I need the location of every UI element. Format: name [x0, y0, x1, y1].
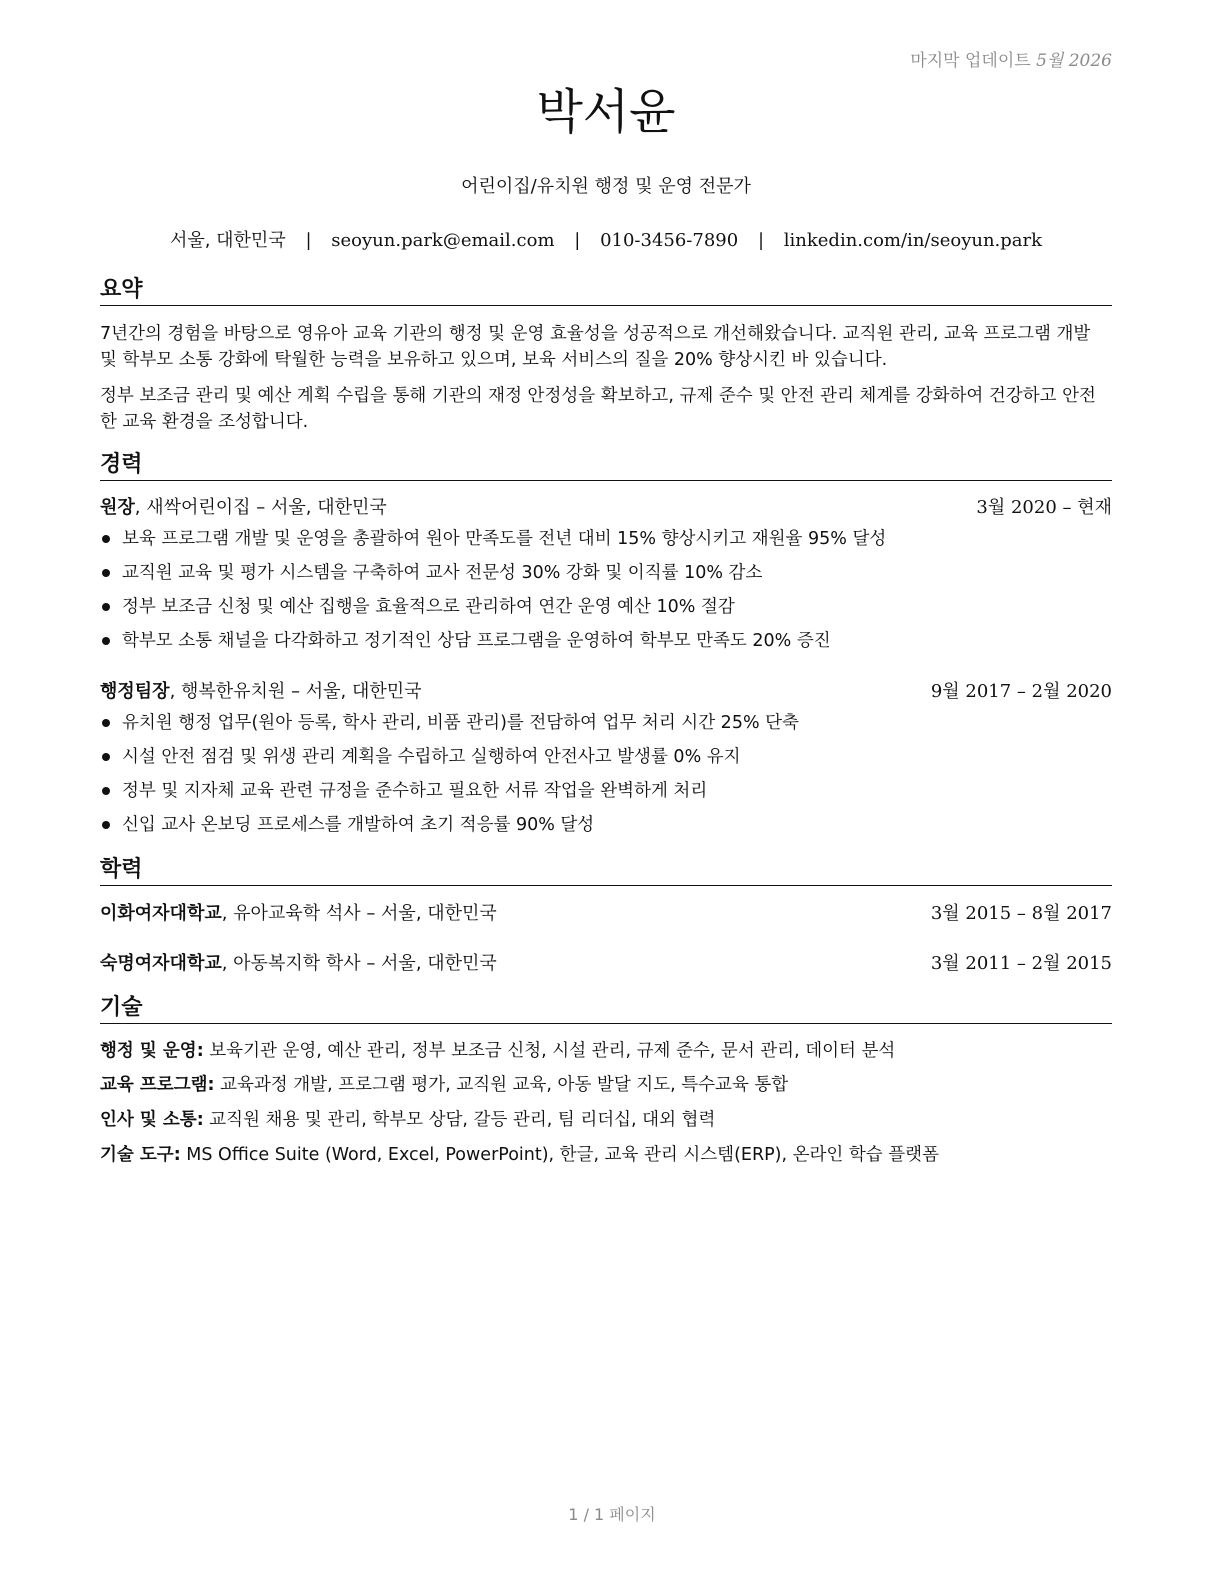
bullet-icon: [102, 569, 110, 577]
list-item: [100, 628, 1112, 662]
contact-separator: |: [574, 230, 581, 251]
bullet-text: 정부 및 지자체 교육 관련 규정을 준수하고 필요한 서류 작업을 완벽하게 처리: [122, 781, 708, 801]
contact-location: 서울, 대한민국: [169, 230, 286, 251]
bullet-text: 교직원 교육 및 평가 시스템을 구축하여 교사 전문성 30% 강화 및 이직률 10% 감소: [122, 563, 763, 583]
bullet-icon: [102, 753, 110, 761]
last-updated: [910, 46, 1112, 71]
last-updated-label: 마지막 업데이트: [910, 51, 1031, 71]
skill-value: 교직원 채용 및 관리, 학부모 상담, 갈등 관리, 팀 리더십, 대외 협력: [203, 1110, 716, 1130]
job-bullets: [100, 526, 1112, 662]
summary-paragraph: 정부 보조금 관리 및 예산 계획 수립을 통해 기관의 재정 안정성을 확보하고, 규제 준수 및 안전 관리 체계를 강화하여 건강하고 안전한 교육 환경을 조성합니다.: [100, 386, 1096, 432]
summary-paragraph: 7년간의 경험을 바탕으로 영유아 교육 기관의 행정 및 운영 효율성을 성공적으로 개선해왔습니다. 교직원 관리, 교육 프로그램 개발 및 학부모 소통 강화에 탁월한 능력을 보유하고 있으며, 보육 서비스의 질을 20% 향상시킨 바 있습니다.: [100, 324, 1091, 370]
bullet-icon: [102, 719, 110, 727]
contact-separator: |: [305, 230, 312, 251]
skill-label: 기술 도구:: [100, 1145, 181, 1165]
contact-linkedin[interactable]: linkedin.com/in/seoyun.park: [783, 230, 1043, 251]
bullet-text: 학부모 소통 채널을 다각화하고 정기적인 상담 프로그램을 운영하여 학부모 만족도 20% 증진: [122, 631, 831, 651]
section-heading-education: 학력: [100, 856, 1112, 886]
skill-row: [100, 1107, 1112, 1133]
job-header: [100, 679, 1112, 705]
job-header: [100, 495, 1112, 521]
skill-label: 행정 및 운영:: [100, 1041, 204, 1061]
list-item: [100, 526, 1112, 560]
contact-separator: |: [757, 230, 765, 251]
education-dates: 3월 2015 – 8월 2017: [930, 903, 1112, 924]
bullet-icon: [102, 535, 110, 543]
list-item: [100, 744, 1112, 778]
job-title: 어린이집/유치원 행정 및 운영 전문가: [461, 176, 751, 197]
skill-value: MS Office Suite (Word, Excel, PowerPoint), 한글, 교육 관리 시스템(ERP), 온라인 학습 플랫폼: [180, 1145, 939, 1165]
job-role: 원장: [100, 497, 135, 518]
skill-row: [100, 1142, 1112, 1168]
bullet-text: 보육 프로그램 개발 및 운영을 총괄하여 원아 만족도를 전년 대비 15% 향상시키고 재원율 95% 달성: [122, 529, 887, 549]
contact-email[interactable]: seoyun.park@email.com: [331, 230, 555, 251]
resume-page: [100, 0, 1112, 1584]
bullet-icon: [102, 637, 110, 645]
job-bullets: [100, 710, 1112, 846]
school-name: 숙명여자대학교: [100, 953, 222, 974]
skill-label: 인사 및 소통:: [100, 1110, 204, 1130]
list-item: [100, 778, 1112, 812]
job-org: , 행복한유치원 – 서울, 대한민국: [169, 681, 422, 702]
education-item: [100, 951, 1112, 977]
skill-value: 교육과정 개발, 프로그램 평가, 교직원 교육, 아동 발달 지도, 특수교육 통합: [214, 1075, 789, 1095]
skill-label: 교육 프로그램:: [100, 1075, 215, 1095]
education-item: [100, 901, 1112, 927]
skill-row: [100, 1038, 1112, 1064]
degree-detail: , 아동복지학 학사 – 서울, 대한민국: [221, 953, 497, 974]
degree-detail: , 유아교육학 석사 – 서울, 대한민국: [221, 903, 497, 924]
list-item: [100, 560, 1112, 594]
person-name: 박서윤: [536, 84, 676, 140]
page-number: 1 / 1 페이지: [568, 1505, 656, 1524]
bullet-text: 정부 보조금 신청 및 예산 집행을 효율적으로 관리하여 연간 운영 예산 10% 절감: [122, 597, 735, 617]
section-heading-summary: 요약: [100, 276, 1112, 306]
job-dates: 9월 2017 – 2월 2020: [930, 681, 1112, 702]
bullet-icon: [102, 603, 110, 611]
list-item: [100, 812, 1112, 846]
contact-phone: 010-3456-7890: [600, 230, 739, 251]
bullet-icon: [102, 821, 110, 829]
job-role: 행정팀장: [100, 681, 170, 702]
last-updated-date: 5월 2026: [1036, 51, 1112, 71]
bullet-text: 유치원 행정 업무(원아 등록, 학사 관리, 비품 관리)를 전담하여 업무 처리 시간 25% 단축: [122, 713, 799, 733]
skill-row: [100, 1072, 1112, 1098]
section-heading-skills: 기술: [100, 994, 1112, 1024]
bullet-text: 시설 안전 점검 및 위생 관리 계획을 수립하고 실행하여 안전사고 발생률 0% 유지: [122, 747, 741, 767]
list-item: [100, 594, 1112, 628]
job-dates: 3월 2020 – 현재: [976, 497, 1112, 518]
list-item: [100, 710, 1112, 744]
bullet-text: 신입 교사 온보딩 프로세스를 개발하여 초기 적응률 90% 달성: [122, 815, 595, 835]
education-dates: 3월 2011 – 2월 2015: [930, 953, 1112, 974]
job-org: , 새싹어린이집 – 서울, 대한민국: [134, 497, 387, 518]
school-name: 이화여자대학교: [100, 903, 222, 924]
section-heading-experience: 경력: [100, 451, 1112, 481]
skill-value: 보육기관 운영, 예산 관리, 정부 보조금 신청, 시설 관리, 규제 준수, 문서 관리, 데이터 분석: [203, 1041, 896, 1061]
contact-line: [100, 226, 1112, 252]
bullet-icon: [102, 787, 110, 795]
